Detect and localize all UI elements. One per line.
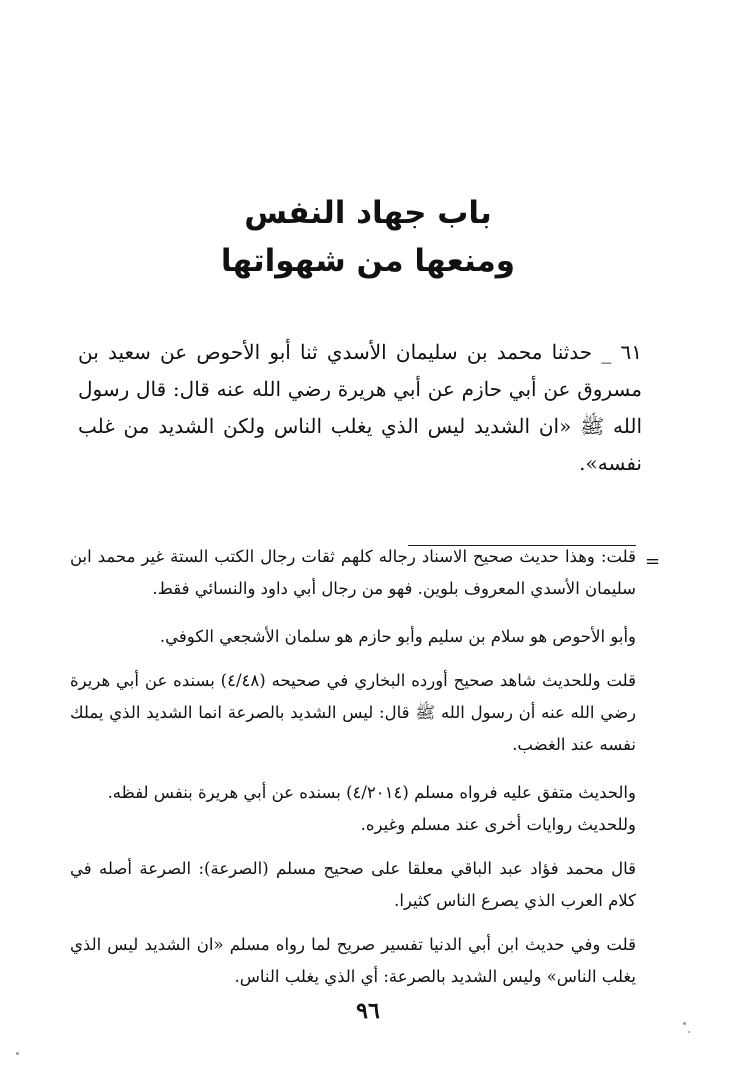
hadith-text-block — [78, 334, 642, 482]
footnote-continuation-mark: = — [645, 551, 661, 572]
footnote-paragraph-5: قال محمد فؤاد عبد الباقي معلقا على صحيح مسلم (الصرعة): الصرعة أصله في كلام العرب الذي يصرع الناس كثيرا. — [70, 859, 636, 910]
page-number: ٩٦ — [356, 998, 380, 1024]
footnotes-block — [70, 541, 636, 993]
scan-speck — [688, 1031, 690, 1033]
chapter-title-line-2: ومنعها من شهواتها — [220, 243, 516, 279]
footnote-paragraph-3: قلت وللحديث شاهد صحيح أورده البخاري في صحيحه (٤/٤٨) بسنده عن أبي هريرة رضي الله عنه أن رسول الله ﷺ قال: ليس الشديد بالصرعة انما الشديد الذي يملك نفسه عند الغضب. — [70, 671, 636, 754]
footnote-paragraph-4b: وللحديث روايات أخرى عند مسلم وغيره. — [360, 815, 636, 834]
chapter-title-line-1: باب جهاد النفس — [244, 195, 492, 231]
hadith-body: حدثنا محمد بن سليمان الأسدي ثنا أبو الأحوص عن سعيد بن مسروق عن أبي حازم عن أبي هريرة رضي الله عنه قال: قال رسول الله ﷺ «ان الشديد ليس الذي يغلب الناس ولكن الشديد من غلب نفسه». — [78, 340, 642, 475]
scan-speck — [16, 1052, 19, 1055]
scan-speck — [683, 1022, 686, 1025]
footnote-paragraph-1: قلت: وهذا حديث صحيح الاسناد رجاله كلهم ثقات رجال الكتب الستة غير محمد ابن سليمان الأسدي المعروف بلوين. فهو من رجال أبي داود والنسائي فقط. — [70, 547, 636, 598]
footnote-paragraph-6: قلت وفي حديث ابن أبي الدنيا تفسير صريح لما رواه مسلم «ان الشديد ليس الذي يغلب الناس» وليس الشديد بالصرعة: أي الذي يغلب الناس. — [70, 935, 636, 986]
footnote-paragraph-2: وأبو الأحوص هو سلام بن سليم وأبو حازم هو سلمان الأشجعي الكوفي. — [159, 627, 636, 646]
hadith-number: ٦١ _ — [601, 340, 643, 364]
footnote-paragraph-4a: والحديث متفق عليه فرواه مسلم (٤/٢٠١٤) بسنده عن أبي هريرة بنفس لفظه. — [107, 783, 636, 802]
